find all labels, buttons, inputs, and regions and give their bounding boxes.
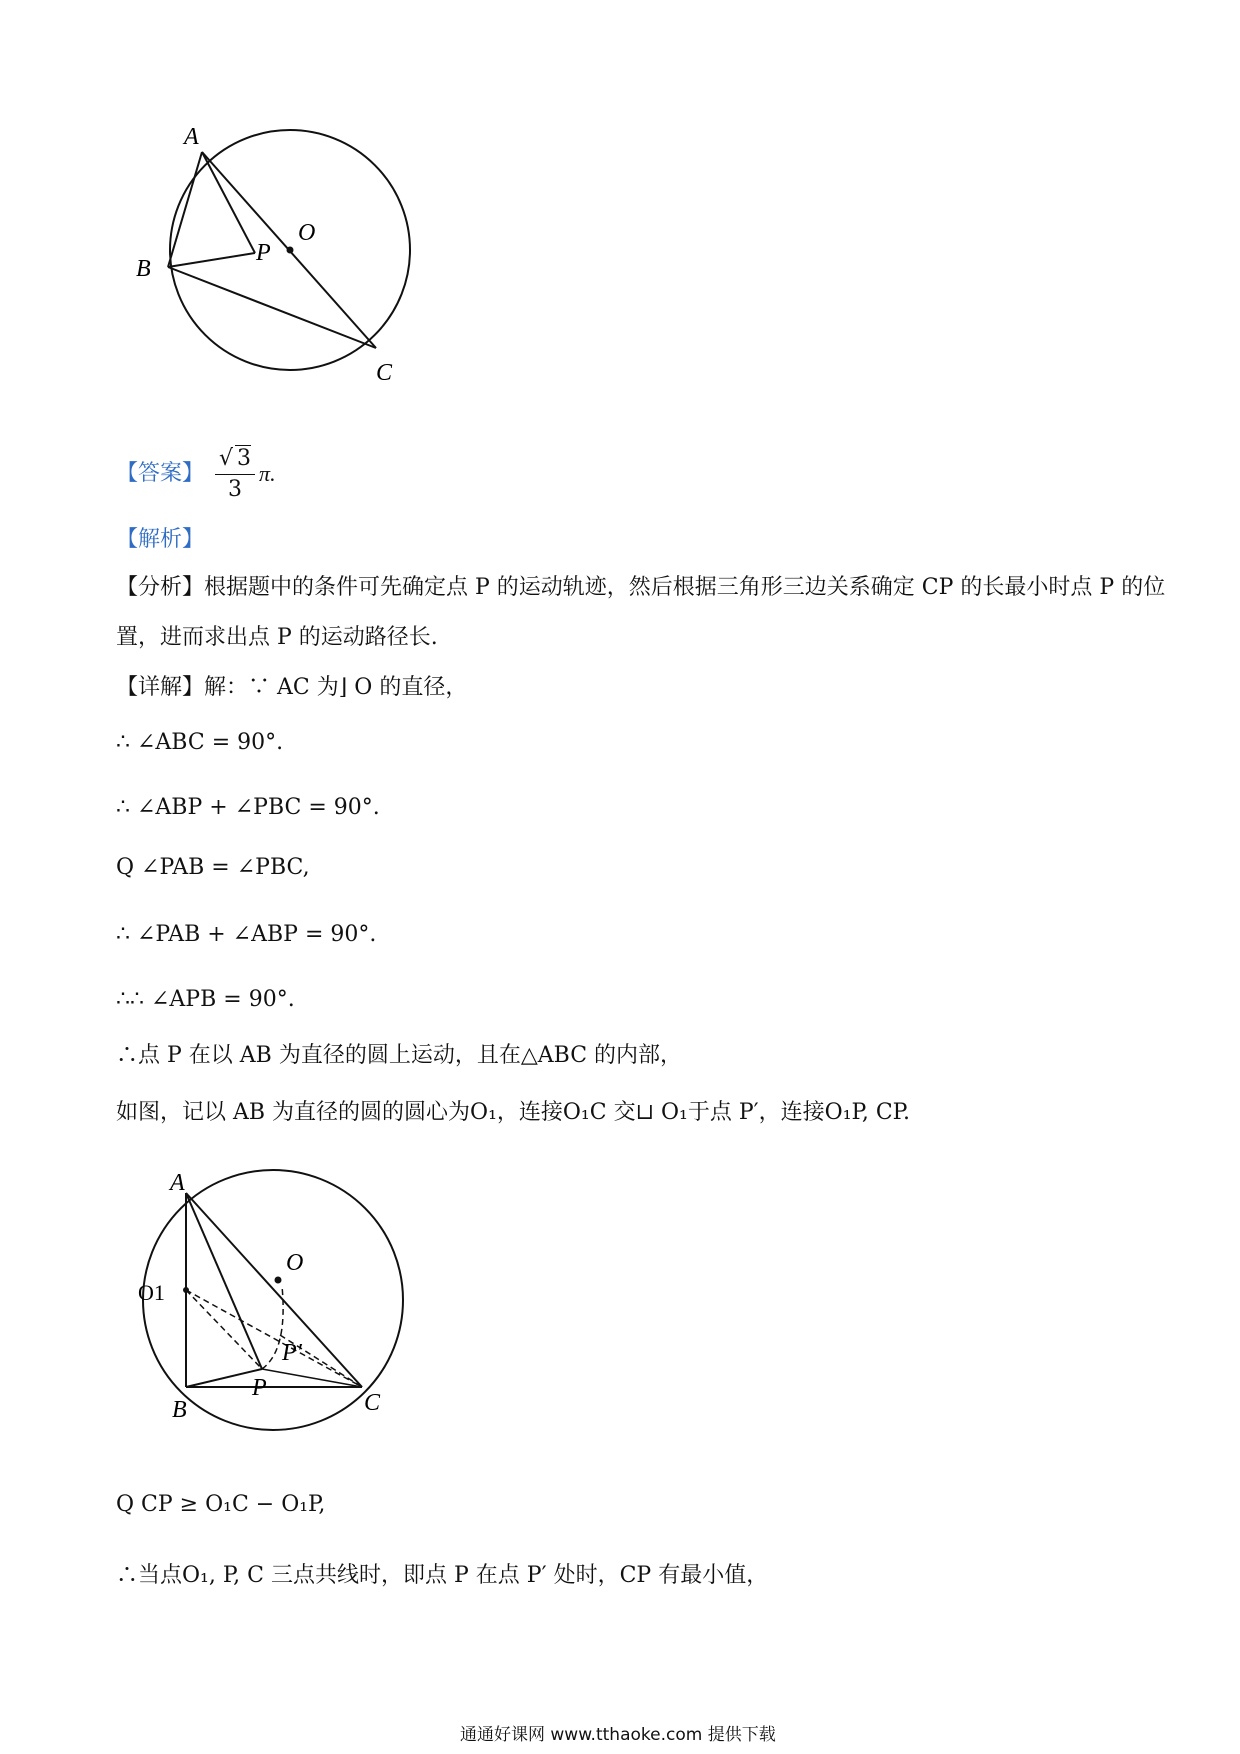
segment-ap xyxy=(186,1193,262,1369)
label-p: P xyxy=(252,1375,267,1401)
label-c: C xyxy=(376,360,393,386)
answer-denominator: 3 xyxy=(228,477,243,503)
step-2: ∴ ∠ABP + ∠PBC = 90°. xyxy=(116,795,380,820)
label-a: A xyxy=(170,1170,185,1196)
step-1: ∴ ∠ABC = 90°. xyxy=(116,730,284,755)
segment-bp xyxy=(168,253,255,267)
dashed-o1c xyxy=(186,1290,362,1387)
analysis-tag: 【解析】 xyxy=(116,527,205,552)
label-b: B xyxy=(172,1397,187,1423)
segment-bp xyxy=(186,1369,262,1387)
answer-tag: 【答案】 xyxy=(116,461,205,487)
label-o1: O1 xyxy=(138,1280,165,1305)
detail-line: 【详解】解：∵ AC 为⌋ O 的直径， xyxy=(116,675,468,700)
segment-bc xyxy=(168,267,376,348)
center-dot-o xyxy=(275,1277,282,1284)
step-6: ∴点 P 在以 AB 为直径的圆上运动，且在△ABC 的内部， xyxy=(116,1043,683,1068)
dashed-o1p xyxy=(186,1290,262,1369)
analysis-line-2: 置，进而求出点 P 的运动路径长. xyxy=(116,625,438,650)
label-p-prime: P′ xyxy=(282,1340,302,1366)
segment-ac xyxy=(186,1193,362,1387)
step-8: Q CP ≥ O₁C − O₁P, xyxy=(116,1492,326,1517)
label-b: B xyxy=(136,256,151,282)
figure-1 xyxy=(120,100,440,390)
figure-2 xyxy=(130,1160,430,1440)
step-5: ∴∴ ∠APB = 90°. xyxy=(116,987,295,1012)
label-a: A xyxy=(184,124,199,150)
answer-fraction: $\frac{√ 3}{3}$ xyxy=(215,445,255,504)
label-c: C xyxy=(364,1390,381,1416)
analysis-line-1: 【分析】根据题中的条件可先确定点 P 的运动轨迹，然后根据三角形三边关系确定 CP 的长最小时点 P 的位 xyxy=(116,575,1166,600)
step-3: Q ∠PAB = ∠PBC, xyxy=(116,855,310,880)
label-o: O xyxy=(286,1250,304,1276)
step-4: ∴ ∠PAB + ∠ABP = 90°. xyxy=(116,922,377,947)
answer-radicand: 3 xyxy=(237,446,252,471)
dashed-arc xyxy=(262,1286,283,1369)
page-footer: 通通好课网 www.tthaoke.com 提供下载 xyxy=(460,1725,776,1745)
step-7: 如图，记以 AB 为直径的圆的圆心为O₁，连接O₁C 交⊔ O₁于点 P′，连接O₁P, CP. xyxy=(116,1100,911,1125)
center-dot-o1 xyxy=(183,1287,189,1293)
answer-line xyxy=(116,445,276,504)
label-p: P xyxy=(256,240,271,266)
label-o: O xyxy=(298,220,316,246)
segment-ab xyxy=(168,152,202,267)
step-9: ∴当点O₁, P, C 三点共线时，即点 P 在点 P′ 处时，CP 有最小值， xyxy=(116,1563,769,1588)
answer-suffix: π. xyxy=(259,461,276,487)
center-dot-o xyxy=(287,247,294,254)
